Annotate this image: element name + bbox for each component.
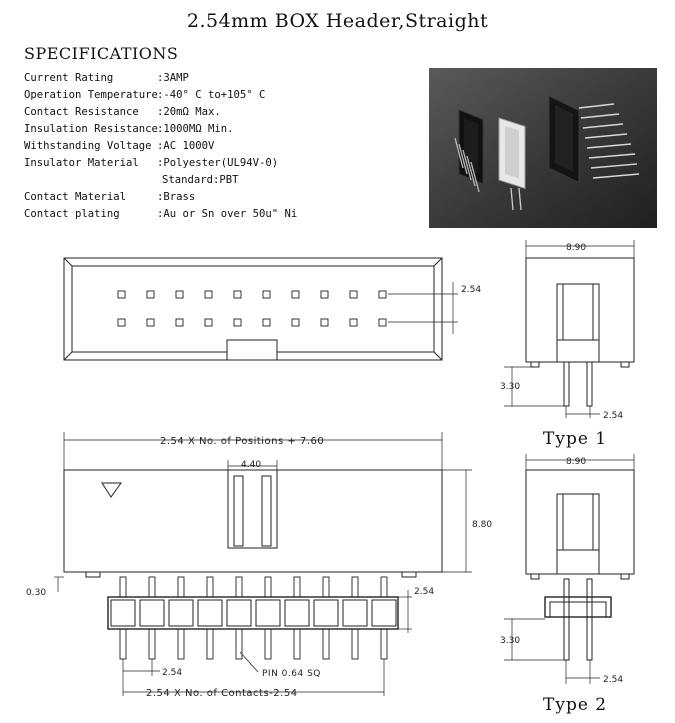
- spec-label: Operation Temperature: [24, 89, 158, 101]
- type1-side-view: [504, 240, 634, 418]
- spec-value: :1000MΩ Min.: [157, 123, 234, 135]
- spec-label: Contact plating: [24, 208, 120, 220]
- dim-row-pitch-front: 2.54: [414, 587, 435, 597]
- front-view: [54, 432, 472, 696]
- dim-contacts-length: 2.54 X No. of Contacts-2.54: [146, 688, 298, 699]
- dim-overall-length: 2.54 X No. of Positions + 7.60: [160, 436, 325, 447]
- spec-label: Withstanding Voltage: [24, 140, 152, 152]
- dim-standoff: 0.30: [26, 588, 47, 598]
- spec-label: Contact Resistance: [24, 106, 139, 118]
- dim-pin-size: PIN 0.64 SQ: [262, 669, 321, 679]
- type1-label: Type 1: [543, 429, 608, 449]
- spec-value: :-40° C to+105° C: [157, 89, 266, 101]
- spec-label: Insulator Material: [24, 157, 139, 169]
- spec-value: Standard:PBT: [162, 174, 239, 186]
- dim-height: 8.80: [472, 520, 493, 530]
- spec-value: :3AMP: [157, 72, 189, 84]
- spec-value: :20mΩ Max.: [157, 106, 221, 118]
- dim-pin-pitch-front: 2.54: [162, 668, 183, 678]
- page-title: 2.54mm BOX Header,Straight: [186, 10, 489, 32]
- dim-pin-length-type2: 3.30: [500, 636, 521, 646]
- dim-width-type1: 8.90: [566, 243, 587, 253]
- spec-value: :AC 1000V: [157, 140, 215, 152]
- dim-pitch-top: 2.54: [461, 285, 482, 295]
- dim-width-type2: 8.90: [566, 457, 587, 467]
- spec-label: Current Rating: [24, 72, 114, 84]
- specifications-heading: SPECIFICATIONS: [24, 44, 179, 63]
- spec-label: Contact Material: [24, 191, 127, 203]
- dim-pin-pitch-type1: 2.54: [603, 411, 624, 421]
- type2-label: Type 2: [543, 695, 608, 715]
- top-view-pins: [118, 291, 386, 326]
- type2-side-view: [504, 454, 634, 684]
- dim-pin-length-type1: 3.30: [500, 382, 521, 392]
- spec-value: :Polyester(UL94V-0): [157, 157, 279, 169]
- spec-label: Insulation Resistance: [24, 123, 158, 135]
- top-view: [64, 258, 458, 360]
- spec-value: :Au or Sn over 50u" Ni: [157, 208, 298, 220]
- spec-value: :Brass: [157, 191, 196, 203]
- dim-key-width: 4.40: [241, 460, 262, 470]
- dim-pin-pitch-type2: 2.54: [603, 675, 624, 685]
